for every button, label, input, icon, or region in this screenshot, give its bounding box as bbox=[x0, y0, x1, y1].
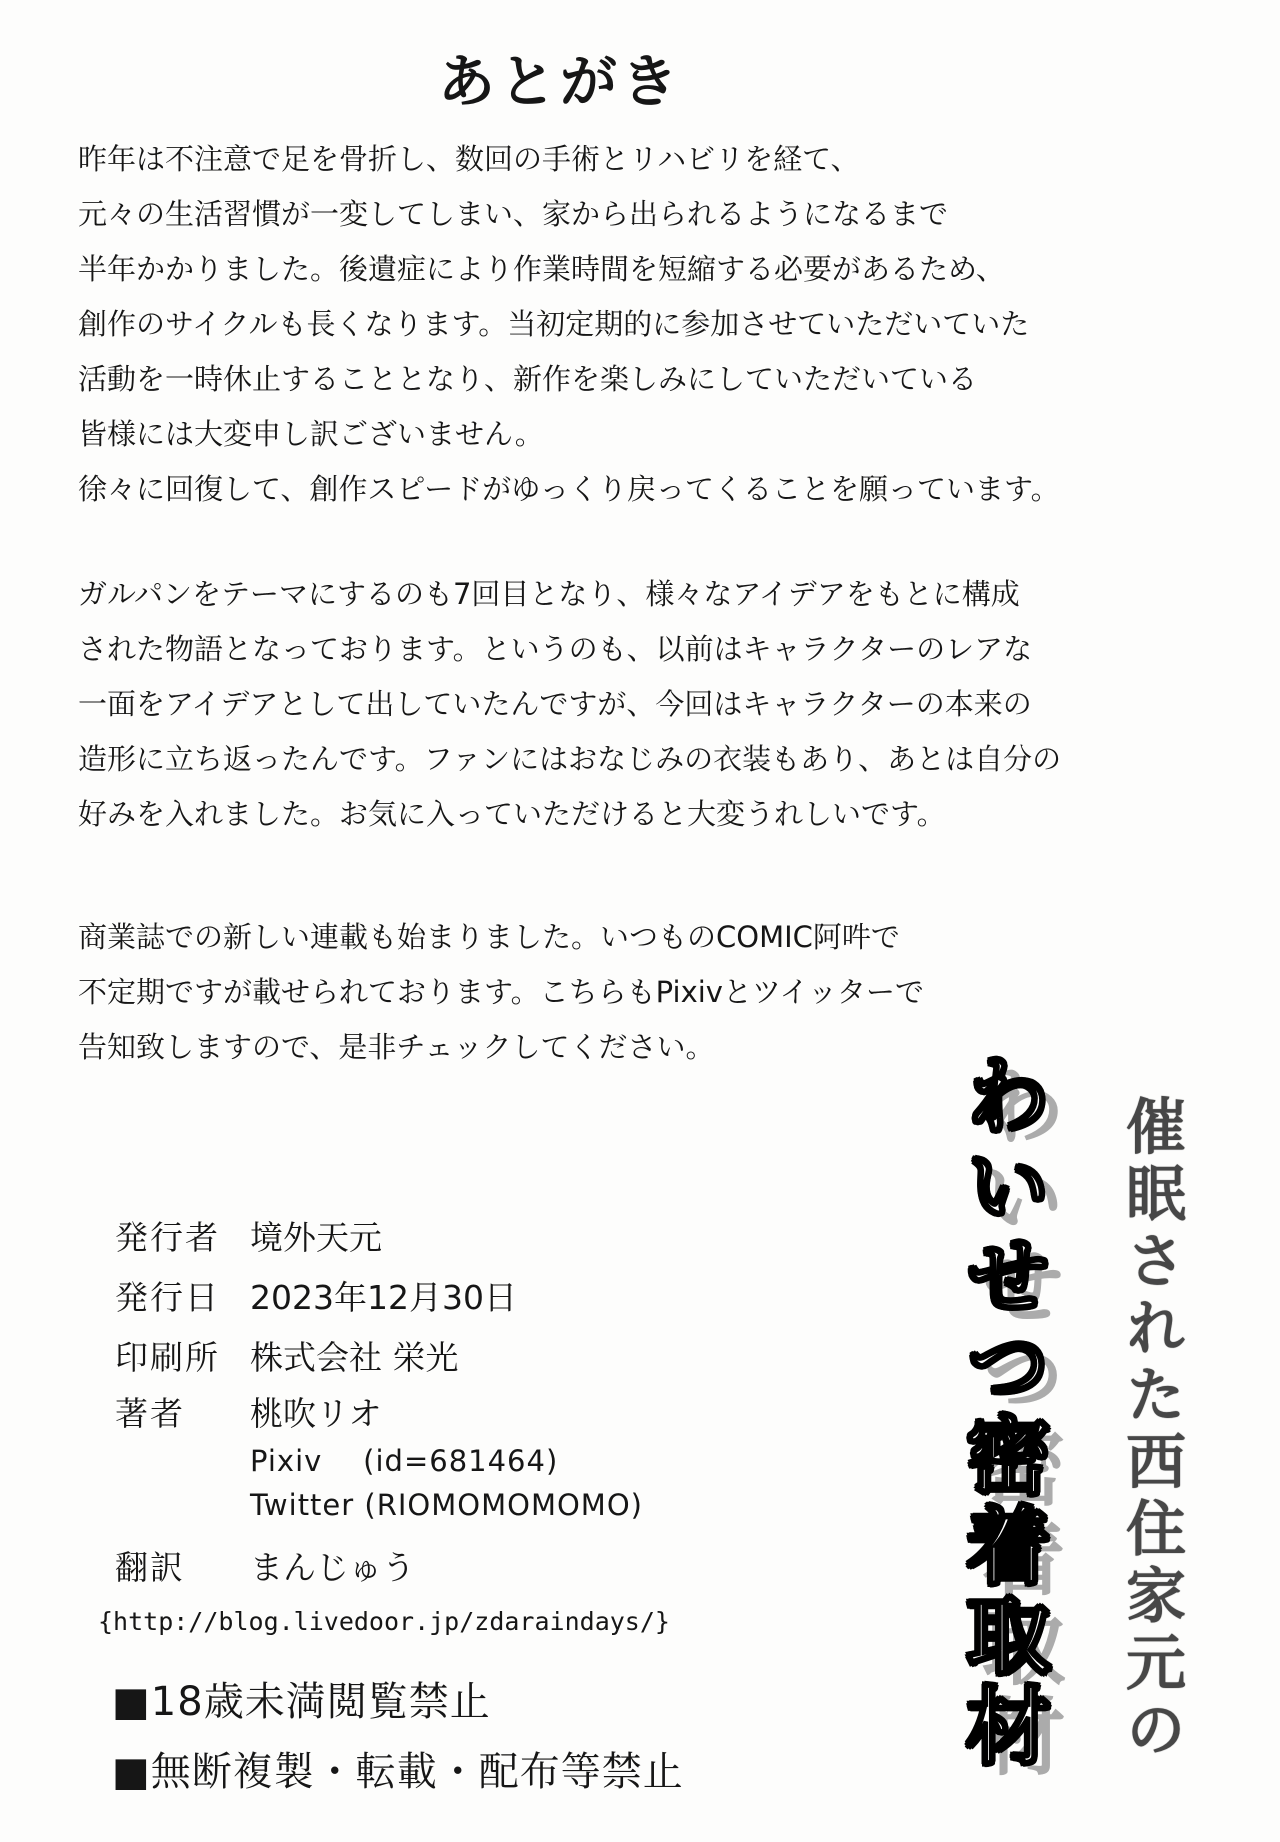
author-value: 桃吹リオ bbox=[250, 1394, 382, 1433]
body-line: 半年かかりました。後遺症により作業時間を短縮する必要があるため、 bbox=[78, 252, 1005, 286]
body-line: 皆様には大変申し訳ございません。 bbox=[78, 417, 544, 451]
body-line: 創作のサイクルも長くなります。当初定期的に参加させていただいていた bbox=[78, 307, 1030, 341]
side-title-main: わいせつ密着取材 bbox=[953, 1052, 1051, 1772]
issue-date-value: 2023年12月30日 bbox=[250, 1278, 517, 1317]
body-line: された物語となっております。というのも、以前はキャラクターのレアな bbox=[78, 632, 1033, 666]
body-line: 元々の生活習慣が一変してしまい、家から出られるようになるまで bbox=[78, 197, 949, 231]
age-restriction-notice: ■18歳未満閲覧禁止 bbox=[112, 1679, 491, 1725]
publisher-label: 発行者 bbox=[115, 1218, 220, 1257]
body-line: 造形に立ち返ったんです。ファンにはおなじみの衣装もあり、あとは自分の bbox=[78, 742, 1062, 776]
pixiv-id: Pixiv (id=681464) bbox=[250, 1444, 559, 1478]
body-line: 商業誌での新しい連載も始まりました。いつものCOMIC阿吽で bbox=[78, 920, 900, 954]
author-label: 著者 bbox=[115, 1394, 185, 1433]
translator-label: 翻訳 bbox=[115, 1548, 185, 1587]
body-line: 一面をアイデアとして出していたんですが、今回はキャラクターの本来の bbox=[78, 687, 1032, 721]
body-line: 告知致しますので、是非チェックしてください。 bbox=[78, 1030, 715, 1064]
body-line: 好みを入れました。お気に入っていただけると大変うれしいです。 bbox=[78, 797, 946, 831]
side-title-subtitle: 催眠された西住家元の bbox=[1116, 1095, 1186, 1765]
printer-value: 株式会社 栄光 bbox=[250, 1338, 459, 1377]
paragraph-serialization-news bbox=[78, 910, 1238, 1075]
blog-url: {http://blog.livedoor.jp/zdaraindays/} bbox=[98, 1607, 670, 1636]
page-title: あとがき bbox=[438, 49, 682, 115]
publisher-value: 境外天元 bbox=[250, 1218, 382, 1257]
no-reproduction-notice: ■無断複製・転載・配布等禁止 bbox=[112, 1749, 684, 1795]
translator-value: まんじゅう bbox=[250, 1548, 415, 1587]
issue-date-label: 発行日 bbox=[115, 1278, 220, 1317]
body-line: 不定期ですが載せられております。こちらもPixivとツイッターで bbox=[78, 975, 924, 1009]
body-line: 徐々に回復して、創作スピードがゆっくり戻ってくることを願っています。 bbox=[78, 472, 1060, 506]
printer-label: 印刷所 bbox=[115, 1338, 220, 1377]
body-line: 昨年は不注意で足を骨折し、数回の手術とリハビリを経て、 bbox=[78, 142, 860, 176]
twitter-handle: Twitter (RIOMOMOMOMO) bbox=[250, 1488, 643, 1522]
paragraph-health-update bbox=[78, 132, 1238, 517]
body-line: 活動を一時休止することとなり、新作を楽しみにしていただいている bbox=[78, 362, 978, 396]
paragraph-theme-notes bbox=[78, 567, 1238, 842]
body-line: ガルパンをテーマにするのも7回目となり、様々なアイデアをもとに構成 bbox=[78, 577, 1020, 611]
